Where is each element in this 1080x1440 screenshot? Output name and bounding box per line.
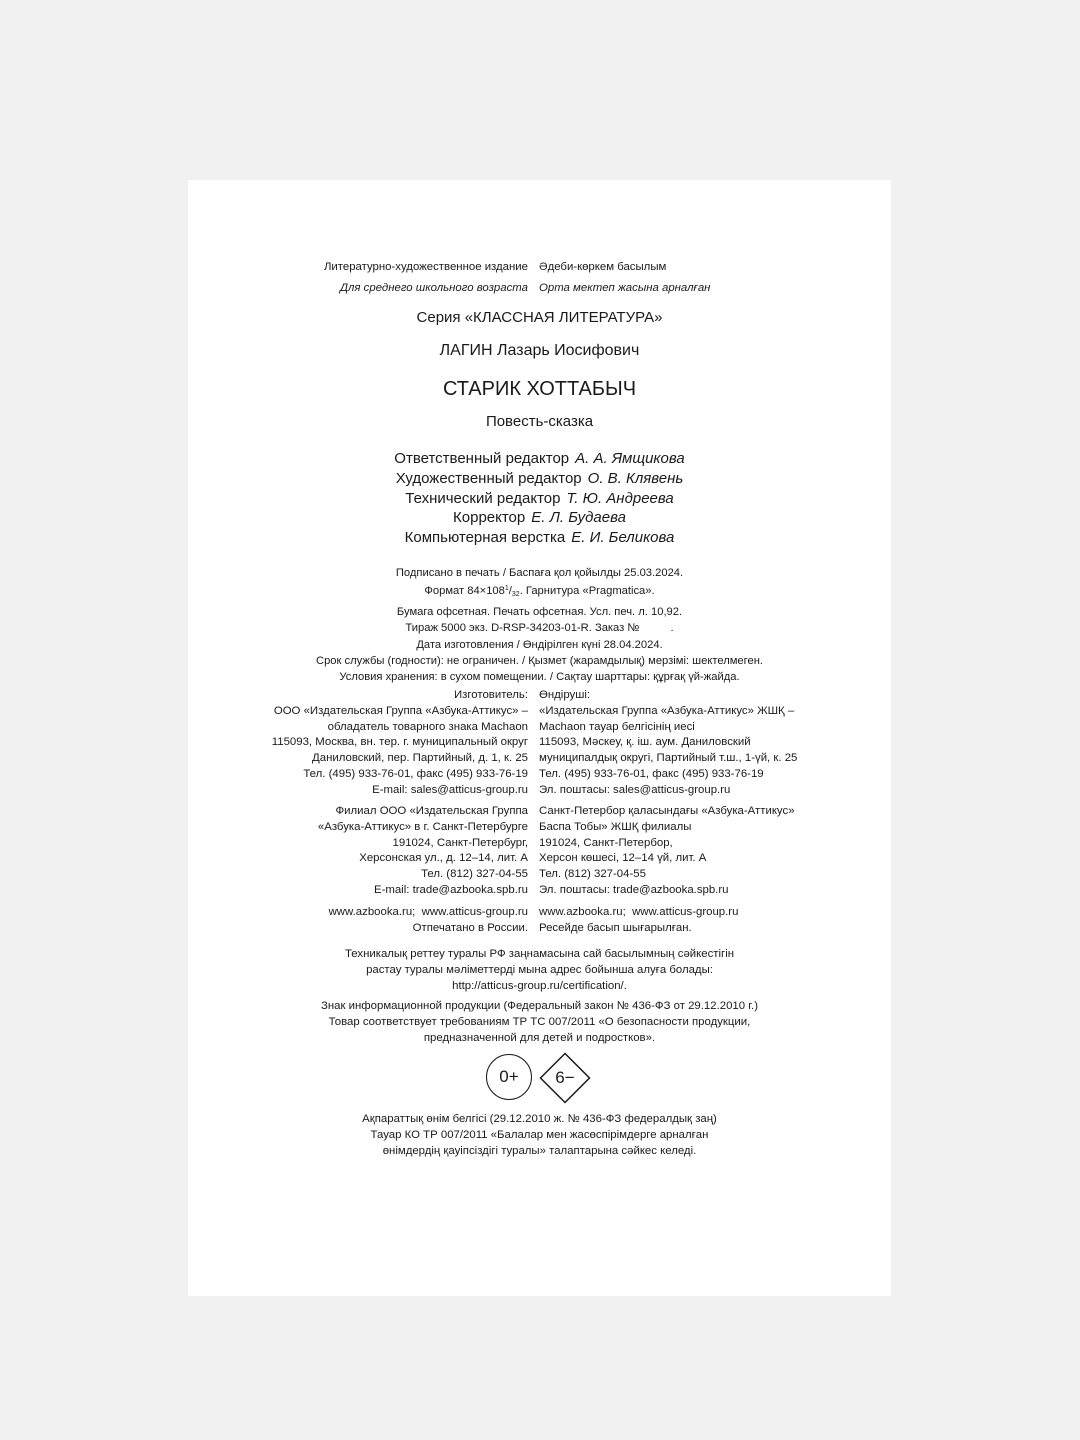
credit-name: А. А. Ямщикова bbox=[575, 450, 685, 467]
mfr-kz-line: Machaon тауар белгісінің иесі bbox=[539, 720, 695, 733]
signed-line: Подписано в печать / Баспаға қол қойылды 25.03.2024. bbox=[395, 567, 684, 579]
book-title: СТАРИК ХОТТАБЫЧ bbox=[442, 378, 637, 400]
branch-kz-line: Баспа Тобы» ЖШҚ филиалы bbox=[539, 820, 692, 833]
credit-name: Е. И. Беликова bbox=[571, 529, 675, 547]
web-block bbox=[188, 905, 891, 937]
age-kz: Орта мектеп жасына арналған bbox=[539, 282, 711, 294]
format-line: Формат $84\times 108^1/_{32}$. Гарнитура «Pragmatica». bbox=[424, 585, 655, 599]
mfr-kz-line: муниципалдық округі, Партийный т.ш., 1-үй, к. 25 bbox=[539, 752, 798, 765]
paper-line: Бумага офсетная. Печать офсетная. Усл. печ. л. 10,92. bbox=[396, 605, 683, 618]
edition-type-ru: Литературно-художественное издание bbox=[323, 261, 528, 273]
info-sign-ru-line: Знак информационной продукции (Федеральный закон № 436-ФЗ от 29.12.2010 г.) bbox=[321, 1000, 758, 1012]
edition-type-kz: Әдеби-көркем басылым bbox=[539, 261, 667, 273]
web-ru bbox=[188, 905, 534, 937]
mfr-ru-line: Даниловский, пер. Партийный, д. 1, к. 25 bbox=[312, 752, 528, 765]
credit-name: Е. Л. Будаева bbox=[531, 509, 626, 527]
mfr-ru-line: Тел. (495) 933-76-01, факс (495) 933-76-19 bbox=[303, 767, 528, 780]
branch-ru-email: E-mail: trade@azbooka.spb.ru bbox=[373, 883, 528, 896]
info-sign-ru-line: Товар соответствует требованиям ТР ТС 007/2011 «О безопасности продукции, bbox=[328, 1015, 751, 1028]
credit-line bbox=[188, 469, 891, 489]
mfr-kz-line: Өндіруші: bbox=[539, 689, 591, 701]
credit-role: Компьютерная верстка bbox=[404, 529, 566, 547]
edition-type-row bbox=[188, 260, 891, 276]
date-line: Дата изготовления / Өндірілген күні 28.04.2024. bbox=[416, 638, 663, 651]
mfr-kz-email: Эл. поштасы: sales@atticus-group.ru bbox=[539, 783, 731, 796]
info-sign-ru-line: предназначенной для детей и подростков». bbox=[423, 1031, 656, 1044]
info-sign-kz-line: өнімдердің қауіпсіздігі туралы» талаптарына сәйкес келеді. bbox=[382, 1144, 697, 1157]
credit-line bbox=[188, 508, 891, 528]
branch-ru-line: Филиал ООО «Издательская Группа bbox=[335, 805, 528, 817]
certification-line: Техникалық реттеу туралы РФ заңнамасына сай басылымның сәйкестігін bbox=[344, 948, 735, 960]
branch-kz bbox=[534, 804, 891, 899]
branch-ru-line: Херсонская ул., д. 12–14, лит. А bbox=[359, 852, 528, 865]
branch-ru-line: 191024, Санкт-Петербург, bbox=[392, 836, 528, 849]
service-life-line: Срок службы (годности): не ограничен. / Қызмет (жарамдылық) мерзімі: шектелмеген. bbox=[315, 655, 763, 668]
age-rating-circle bbox=[486, 1054, 532, 1100]
format-den: 32 bbox=[511, 591, 520, 599]
branch-block bbox=[188, 804, 891, 899]
branch-kz-line: 191024, Санкт-Петербор, bbox=[539, 836, 673, 849]
mfr-ru-line: Изготовитель: bbox=[453, 689, 528, 701]
certification-block bbox=[188, 947, 891, 994]
credit-name: Т. Ю. Андреева bbox=[566, 489, 674, 507]
credit-role: Корректор bbox=[453, 509, 526, 527]
branch-ru-line: Тел. (812) 327-04-55 bbox=[421, 868, 528, 881]
manufacturer-kz bbox=[534, 688, 891, 799]
format-num: 1 bbox=[504, 585, 509, 593]
series-line: Серия «КЛАССНАЯ ЛИТЕРАТУРА» bbox=[416, 309, 663, 326]
info-sign-kz-line: Ақпараттық өнім белгісі (29.12.2010 ж. № 436-ФЗ федералдық заң) bbox=[362, 1113, 717, 1125]
printed-in-ru: Отпечатано в России. bbox=[412, 921, 528, 934]
age-ru: Для среднего школьного возраста bbox=[339, 282, 528, 294]
info-sign-kz bbox=[188, 1112, 891, 1159]
branch-kz-line: Тел. (812) 327-04-55 bbox=[539, 868, 646, 881]
credit-line bbox=[188, 449, 891, 469]
storage-line: Условия хранения: в сухом помещении. / Сақтау шарттары: құрғақ үй-жайда. bbox=[339, 671, 740, 684]
info-sign-kz-line: Тауар КО ТР 007/2011 «Балалар мен жасөспірімдерге арналған bbox=[370, 1128, 709, 1141]
age-rating-label: 0+ bbox=[499, 1067, 519, 1086]
credit-line bbox=[188, 528, 891, 548]
certification-line: растау туралы мәліметтерді мына адрес бойынша алуға болады: bbox=[366, 963, 713, 976]
branch-kz-email: Эл. поштасы: trade@azbooka.spb.ru bbox=[539, 883, 729, 896]
credits-block bbox=[188, 449, 891, 548]
printed-in-kz: Ресейде басып шығарылған. bbox=[539, 921, 692, 934]
age-warning-label: 6− bbox=[555, 1068, 575, 1087]
credit-role: Ответственный редактор bbox=[394, 450, 570, 467]
format-prefix: Формат 84×108 bbox=[424, 585, 505, 598]
mfr-kz-line: 115093, Мәскеу, қ. іш. аум. Даниловский bbox=[539, 736, 751, 749]
branch-kz-line: Санкт-Петербор қаласындағы «Азбука-Аттикус» bbox=[539, 805, 795, 817]
age-warning-diamond bbox=[539, 1052, 591, 1104]
credit-role: Технический редактор bbox=[405, 489, 561, 507]
imprint-page bbox=[188, 180, 891, 1296]
credit-name: О. В. Клявень bbox=[587, 469, 684, 487]
age-badges bbox=[486, 1052, 592, 1104]
info-sign-ru bbox=[188, 999, 891, 1046]
mfr-ru-line: обладатель товарного знака Machaon bbox=[327, 720, 528, 733]
print-details bbox=[188, 565, 891, 686]
genre: Повесть-сказка bbox=[485, 413, 594, 430]
credit-line bbox=[188, 489, 891, 509]
run-line: Тираж 5000 экз. D-RSP-34203-01-R. Заказ № . bbox=[405, 622, 674, 635]
mfr-ru-line: 115093, Москва, вн. тер. г. муниципальный округ bbox=[271, 736, 528, 749]
mfr-ru-line: ООО «Издательская Группа «Азбука-Аттикус» – bbox=[273, 704, 528, 717]
manufacturer-block bbox=[188, 688, 891, 799]
websites-ru: www.azbooka.ru; www.atticus-group.ru bbox=[328, 906, 528, 918]
branch-kz-line: Херсон көшесі, 12–14 үй, лит. А bbox=[539, 852, 707, 865]
websites-kz: www.azbooka.ru; www.atticus-group.ru bbox=[539, 906, 739, 918]
format-suffix: . Гарнитура «Pragmatica». bbox=[519, 585, 655, 598]
branch-ru bbox=[188, 804, 534, 899]
mfr-ru-email: E-mail: sales@atticus-group.ru bbox=[372, 783, 528, 796]
branch-ru-line: «Азбука-Аттикус» в г. Санкт-Петербурге bbox=[317, 820, 528, 833]
certification-url: http://atticus-group.ru/certification/. bbox=[452, 979, 627, 992]
web-kz bbox=[534, 905, 891, 937]
credit-role: Художественный редактор bbox=[395, 469, 582, 487]
mfr-kz-line: «Издательская Группа «Азбука-Аттикус» ЖШҚ – bbox=[539, 704, 795, 717]
manufacturer-ru bbox=[188, 688, 534, 799]
author-name: ЛАГИН Лазарь Иосифович bbox=[439, 342, 640, 359]
age-row bbox=[188, 281, 891, 297]
mfr-kz-line: Тел. (495) 933-76-01, факс (495) 933-76-19 bbox=[539, 767, 764, 780]
